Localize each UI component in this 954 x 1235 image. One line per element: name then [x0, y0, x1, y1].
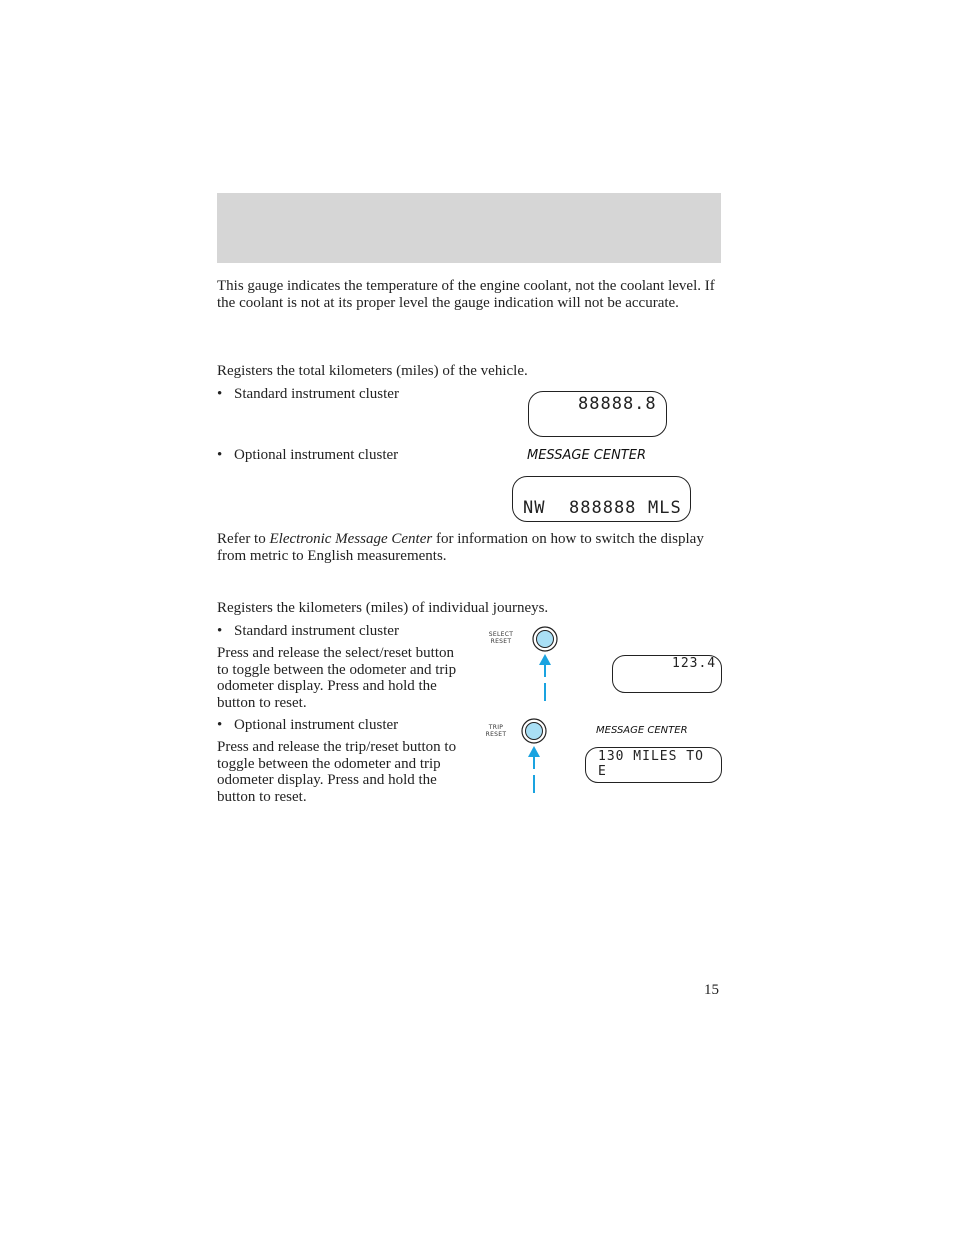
bullet-label: Standard instrument cluster — [234, 623, 399, 639]
trip-reset-button-diagram — [519, 716, 551, 796]
bullet-label: Standard instrument cluster — [234, 386, 399, 402]
display-odometer-value: 888888 — [569, 498, 637, 518]
odometer-optional-bullet — [217, 447, 398, 464]
trip-optional-instructions: Press and release the trip/reset button to toggle between the odometer and trip odometer display. Press and hold the button to reset. — [217, 739, 457, 805]
standard-odometer-display — [528, 391, 667, 437]
page-number: 15 — [704, 982, 719, 998]
bullet-icon: • — [217, 386, 223, 402]
display-unit-left: NW — [523, 498, 546, 518]
refer-suffix: for information on how to switch the display from metric to English measurements. — [217, 531, 704, 564]
message-center-label: MESSAGE CENTER — [527, 448, 646, 463]
arrow-up-icon — [528, 746, 540, 757]
refer-paragraph — [217, 531, 717, 564]
trip-reset-label — [479, 724, 513, 738]
trip-display-value: 123.4 — [672, 656, 717, 671]
select-reset-label — [481, 631, 521, 645]
button-label-line-1: SELECT — [488, 631, 514, 638]
display-unit-right: MLS — [648, 498, 682, 518]
refer-link[interactable]: Electronic Message Center — [269, 531, 433, 547]
trip-optional-display — [585, 747, 722, 783]
section-header-bar — [217, 193, 721, 263]
trip-reset-button — [526, 723, 543, 740]
trip-optional-bullet — [217, 717, 398, 734]
bullet-icon: • — [217, 717, 223, 733]
coolant-paragraph: This gauge indicates the temperature of the engine coolant, not the coolant level. If the coolant is not at its proper level the gauge indication will not be accurate. — [217, 278, 715, 311]
message-center-label: MESSAGE CENTER — [596, 725, 688, 736]
optional-odometer-display — [512, 476, 691, 522]
bullet-icon: • — [217, 447, 223, 463]
trip-standard-instructions: Press and release the select/reset button to toggle between the odometer and trip odometer display. Press and hold the button to reset. — [217, 645, 457, 711]
select-reset-button-diagram — [530, 624, 562, 704]
trip-message-value: 130 MILES TO E — [598, 749, 704, 779]
odometer-intro: Registers the total kilometers (miles) of the vehicle. — [217, 363, 528, 379]
refer-prefix: Refer to — [217, 531, 270, 547]
trip-intro: Registers the kilometers (miles) of individual journeys. — [217, 600, 549, 616]
button-label-line-2: RESET — [485, 731, 507, 738]
arrow-up-icon — [539, 654, 551, 665]
trip-standard-bullet — [217, 623, 399, 640]
bullet-label: Optional instrument cluster — [234, 447, 399, 463]
trip-standard-display — [612, 655, 722, 693]
button-label-line-1: TRIP — [488, 724, 504, 731]
odometer-display-value: 88888.8 — [578, 394, 657, 414]
odometer-standard-bullet — [217, 386, 399, 403]
button-label-line-2: RESET — [490, 638, 512, 645]
select-reset-button — [537, 631, 554, 648]
bullet-label: Optional instrument cluster — [234, 717, 399, 733]
bullet-icon: • — [217, 623, 223, 639]
